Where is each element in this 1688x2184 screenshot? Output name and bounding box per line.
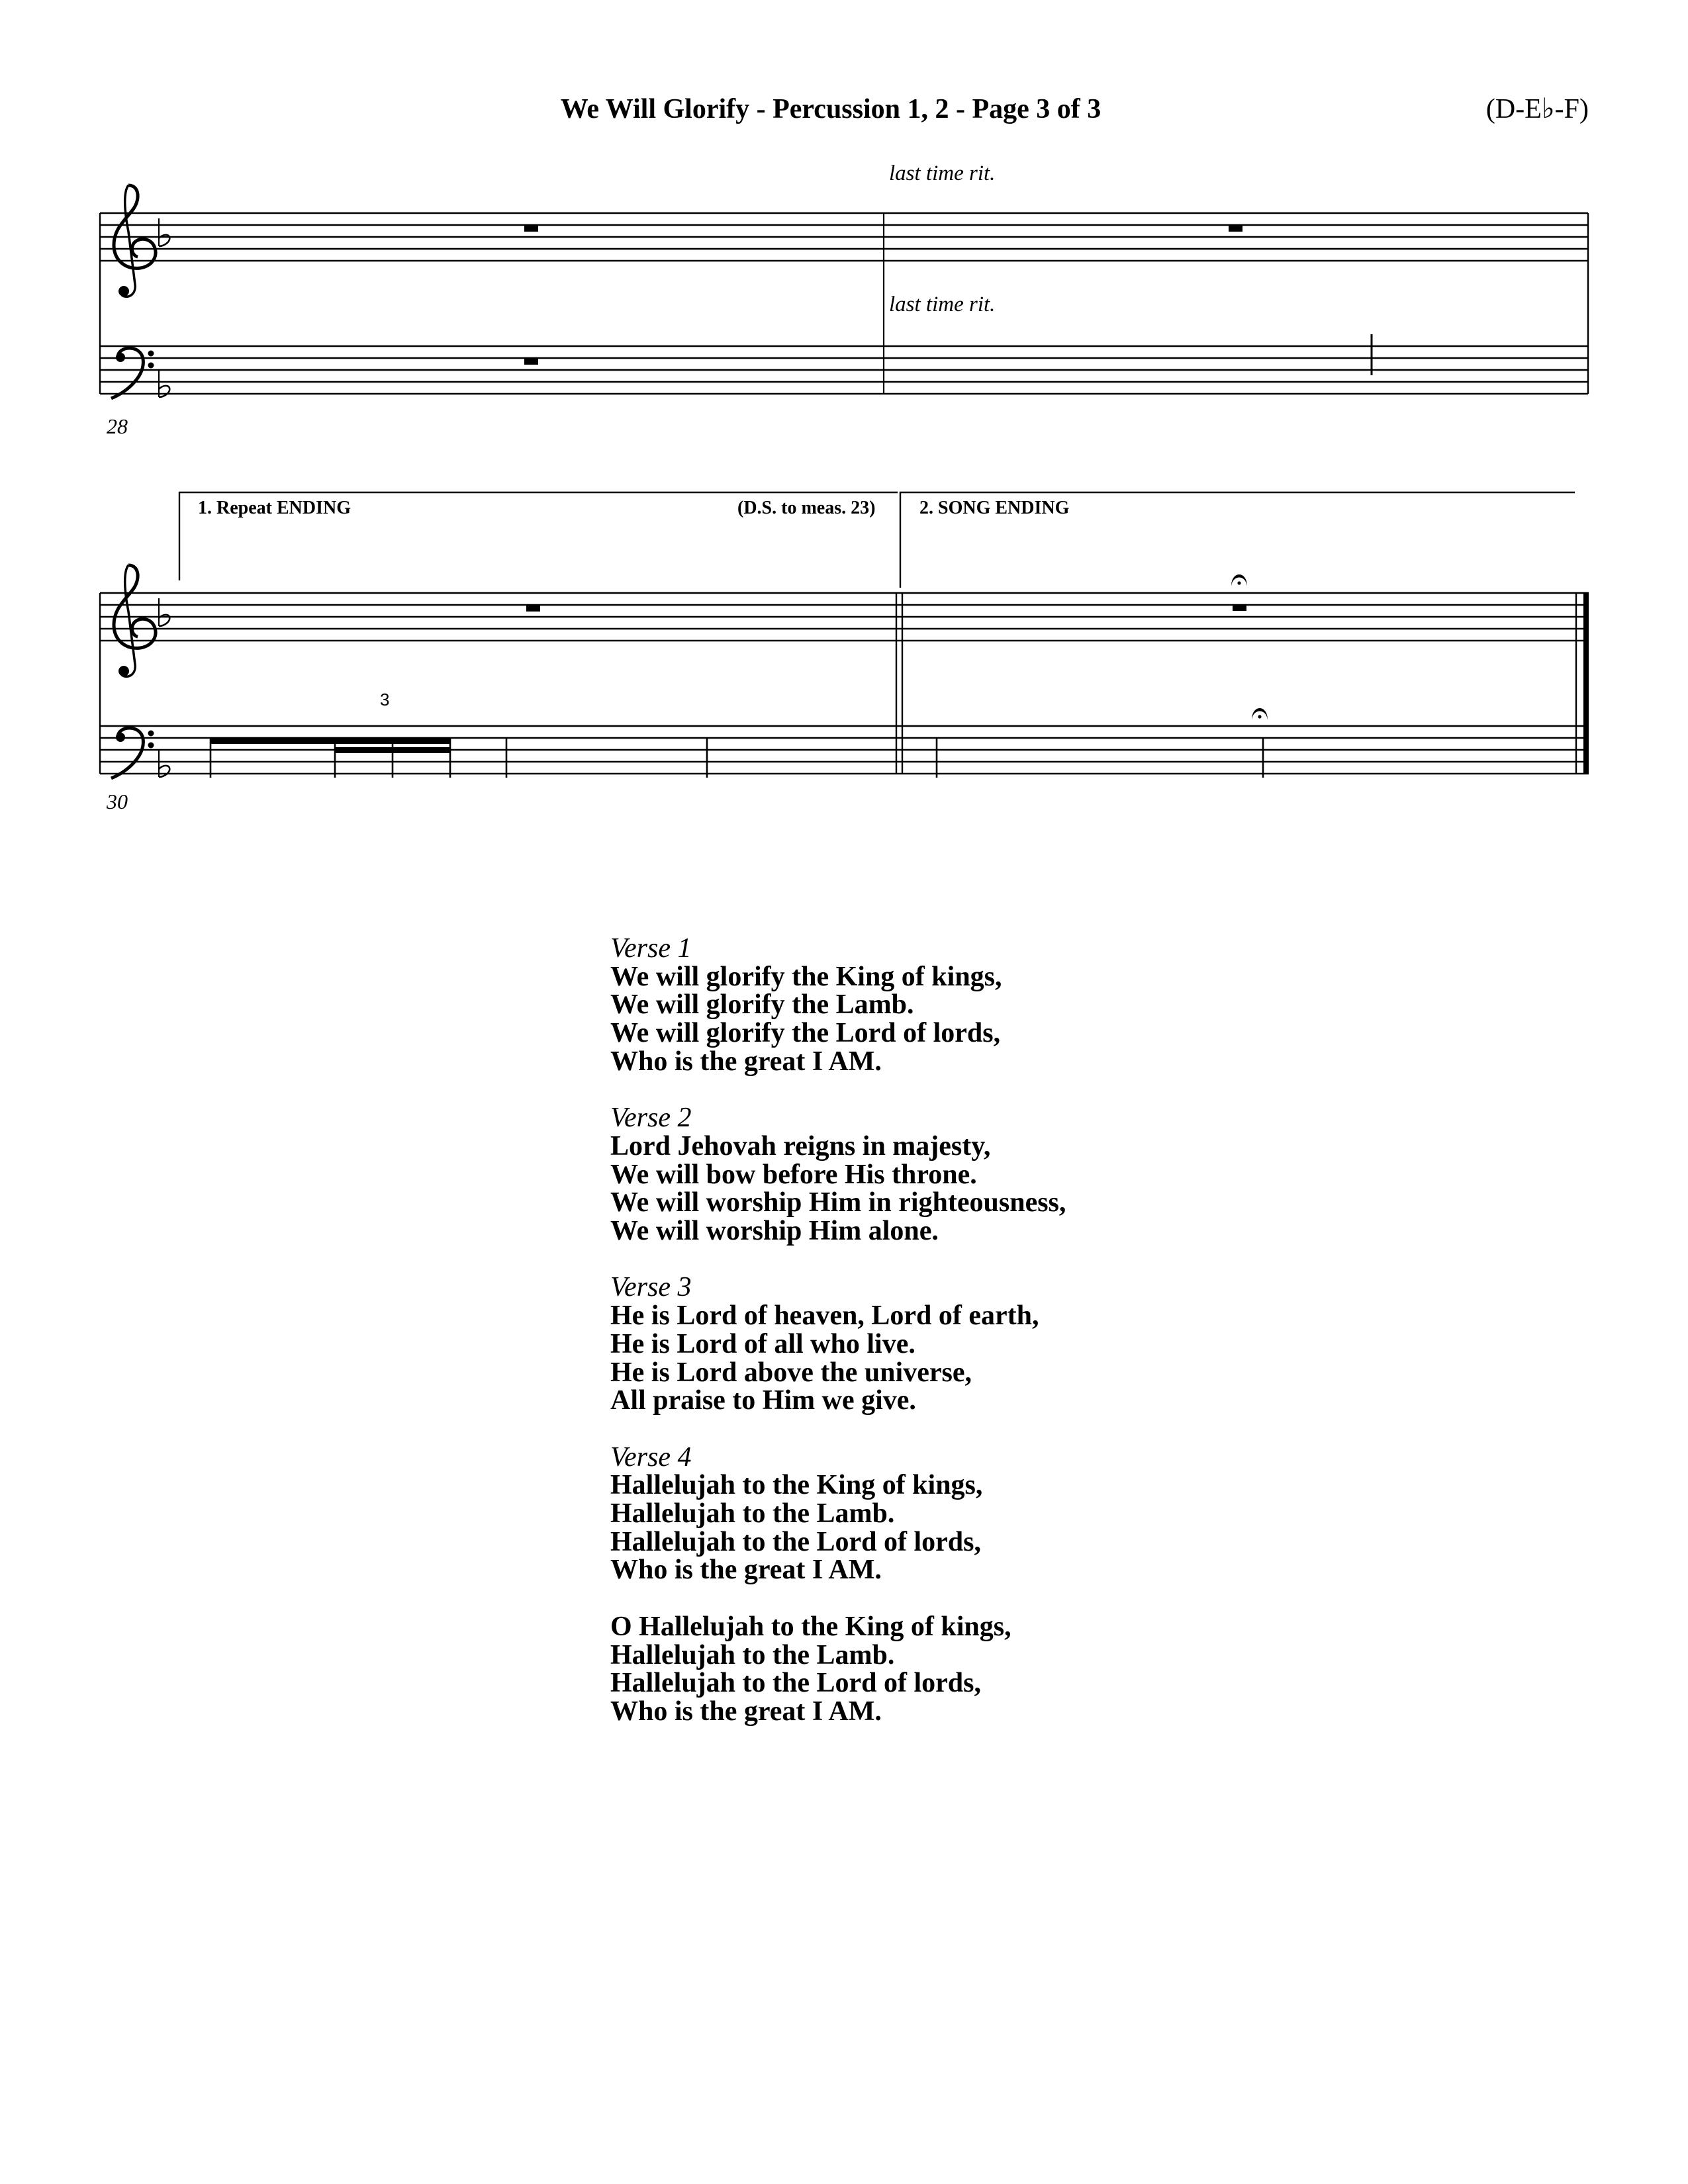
verse-3 <box>610 1273 1066 1415</box>
bass-staff-1 <box>100 346 1588 394</box>
flat-icon <box>159 218 169 246</box>
flat-icon <box>159 369 169 397</box>
page-title-text: We Will Glorify - Percussion 1, 2 - Page 3 of 3 <box>560 94 1102 124</box>
first-ending-label: 1. Repeat ENDING <box>198 498 351 518</box>
key-range-label: (D-E♭-F) <box>1485 94 1589 124</box>
bass-clef-icon <box>111 348 154 398</box>
verse-title: Verse 4 <box>610 1441 692 1473</box>
verse-4 <box>610 1443 1066 1585</box>
expression-treble: last time rit. <box>889 161 996 185</box>
treble-clef-icon <box>114 565 156 676</box>
stems <box>937 738 1263 778</box>
lyric-line: Who is the great I AM. <box>610 1046 882 1077</box>
whole-rest-icon <box>524 358 538 365</box>
whole-rest-icon <box>526 605 540 612</box>
second-ending-label: 2. SONG ENDING <box>919 498 1070 518</box>
primary-beam <box>210 737 451 744</box>
lyric-line: We will glorify the King of kings, <box>610 961 1002 992</box>
fermata-icon <box>1252 708 1268 720</box>
lyric-line: We will glorify the Lord of lords, <box>610 1018 1001 1049</box>
verse-final-refrain <box>610 1613 1066 1726</box>
lyric-line: Hallelujah to the King of kings, <box>610 1470 983 1501</box>
treble-clef-icon <box>114 185 156 296</box>
lyric-line: Who is the great I AM. <box>610 1555 882 1586</box>
treble-staff-1 <box>100 213 1588 261</box>
lyric-line: We will glorify the Lamb. <box>610 989 914 1021</box>
final-barline-thick <box>1583 592 1589 774</box>
lyric-line: Hallelujah to the Lord of lords, <box>610 1668 982 1699</box>
treble-staff-2 <box>100 593 1589 641</box>
bass-staff-2 <box>100 726 1589 774</box>
lyric-line: Hallelujah to the Lamb. <box>610 1498 895 1529</box>
lyric-line: He is Lord of all who live. <box>610 1328 915 1359</box>
verse-title: Verse 2 <box>610 1103 692 1134</box>
whole-rest-icon <box>1233 605 1246 611</box>
lyric-line: O Hallelujah to the King of kings, <box>610 1611 1011 1642</box>
lyric-line: Lord Jehovah reigns in majesty, <box>610 1130 991 1161</box>
verse-title: Verse 1 <box>610 933 692 964</box>
fermata-icon <box>1231 574 1247 586</box>
lyric-line: We will worship Him in righteousness, <box>610 1187 1066 1218</box>
measure-number: 28 <box>107 414 128 438</box>
verse-2 <box>610 1104 1066 1246</box>
bass-clef-icon <box>111 728 154 778</box>
verse-1 <box>610 934 1066 1076</box>
secondary-beam <box>334 747 451 753</box>
system-2 <box>100 492 1589 778</box>
lyric-line: All praise to Him we give. <box>610 1385 916 1416</box>
expression-bass: last time rit. <box>889 293 996 316</box>
lyric-line: Hallelujah to the Lamb. <box>610 1639 895 1670</box>
lyric-line: Who is the great I AM. <box>610 1696 882 1727</box>
flat-icon <box>159 749 169 777</box>
score-notation <box>0 0 1688 860</box>
lyric-line: Hallelujah to the Lord of lords, <box>610 1526 982 1557</box>
lyric-line: He is Lord above the universe, <box>610 1357 972 1388</box>
flat-icon <box>159 598 169 626</box>
whole-rest-icon <box>1229 225 1243 232</box>
lyric-line: He is Lord of heaven, Lord of earth, <box>610 1300 1039 1332</box>
verse-title: Verse 3 <box>610 1272 692 1303</box>
lyrics-block <box>610 934 1066 1754</box>
whole-rest-icon <box>524 225 538 232</box>
system-1 <box>100 185 1588 398</box>
ds-direction: (D.S. to meas. 23) <box>737 498 876 518</box>
measure-number: 30 <box>107 790 128 813</box>
lyric-line: We will bow before His throne. <box>610 1159 977 1190</box>
tuplet-number: 3 <box>380 690 390 709</box>
lyric-line: We will worship Him alone. <box>610 1216 939 1247</box>
